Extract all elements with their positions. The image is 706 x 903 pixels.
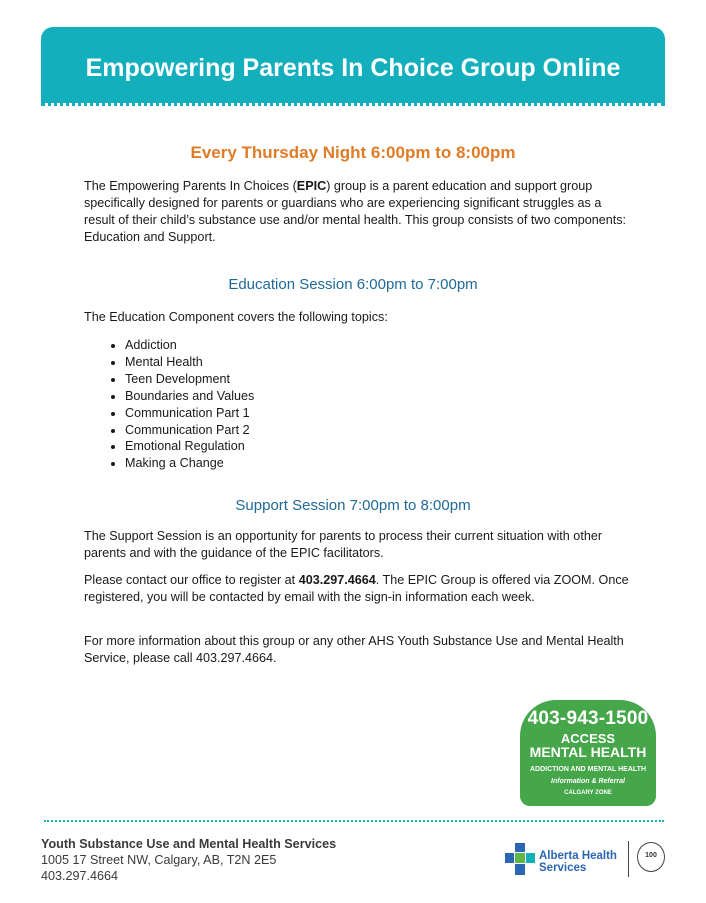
access-title: ACCESS xyxy=(560,731,616,746)
ahs-line-1: Alberta Health xyxy=(539,850,617,862)
intro-before: The Empowering Parents In Choices ( xyxy=(84,179,297,193)
topics-list xyxy=(84,337,254,472)
footer-address: 1005 17 Street NW, Calgary, AB, T2N 2E5 xyxy=(41,853,277,867)
education-heading: Education Session 6:00pm to 7:00pm xyxy=(228,276,478,293)
access-phone: 403-943-1500 xyxy=(527,708,649,729)
access-line-addiction: ADDICTION AND MENTAL HEALTH xyxy=(529,766,646,773)
footer-dotted-divider xyxy=(44,820,664,822)
access-subtitle: MENTAL HEALTH xyxy=(529,744,647,760)
education-lead: The Education Component covers the following topics: xyxy=(84,310,388,324)
intro-after: ) group is a parent education and support group specifically designed for parents or guardians who are experiencing significant struggles as a result of their child’s substance use and/or mental health. This group consists of two components: Education and Support. xyxy=(84,179,627,244)
support-paragraph: The Support Session is an opportunity for parents to process their current situation with other parents and with the guidance of the EPIC facilitators. xyxy=(84,529,603,560)
list-item: • Communication Part 2 xyxy=(125,422,254,439)
list-item: • Making a Change xyxy=(125,455,254,472)
footer-phone: 403.297.4664 xyxy=(41,869,119,883)
list-item: • Emotional Regulation xyxy=(125,438,254,455)
ahs-line-2: Services xyxy=(539,862,587,874)
register-after: . The EPIC Group is offered via ZOOM. Once registered, you will be contacted by email with the sign-in information each week. xyxy=(84,573,629,604)
list-item: • Boundaries and Values xyxy=(125,388,254,405)
header-banner xyxy=(41,27,665,103)
intro-acronym: EPIC xyxy=(296,179,327,193)
list-item: • Teen Development xyxy=(125,371,254,388)
more-info-paragraph: For more information about this group or any other AHS Youth Substance Use and Mental Health Service, please call 403.297.4664. xyxy=(84,634,624,665)
access-line-zone: CALGARY ZONE xyxy=(564,790,612,796)
list-item: • Mental Health xyxy=(125,354,254,371)
footer-contact xyxy=(41,836,336,884)
logo-divider xyxy=(628,841,629,877)
list-item: • Communication Part 1 xyxy=(125,405,254,422)
seal-text: 100 xyxy=(645,852,657,859)
register-paragraph xyxy=(84,572,629,606)
centennial-seal-icon xyxy=(637,842,665,872)
schedule-heading: Every Thursday Night 6:00pm to 8:00pm xyxy=(190,143,516,162)
support-heading: Support Session 7:00pm to 8:00pm xyxy=(235,497,471,514)
ahs-wordmark xyxy=(539,850,617,874)
access-line-referral: Information & Referral xyxy=(551,778,625,785)
register-before: Please contact our office to register at xyxy=(84,573,299,587)
access-mental-health-badge xyxy=(520,700,656,806)
ahs-logo xyxy=(505,843,625,877)
header-dotted-divider xyxy=(41,103,665,106)
footer-org-name: Youth Substance Use and Mental Health Services xyxy=(41,837,337,851)
intro-paragraph xyxy=(84,178,629,246)
ahs-cross-icon xyxy=(505,843,535,875)
list-item: • Addiction xyxy=(125,337,254,354)
register-phone: 403.297.4664 xyxy=(298,573,376,587)
page-title: Empowering Parents In Choice Group Online xyxy=(85,54,621,82)
